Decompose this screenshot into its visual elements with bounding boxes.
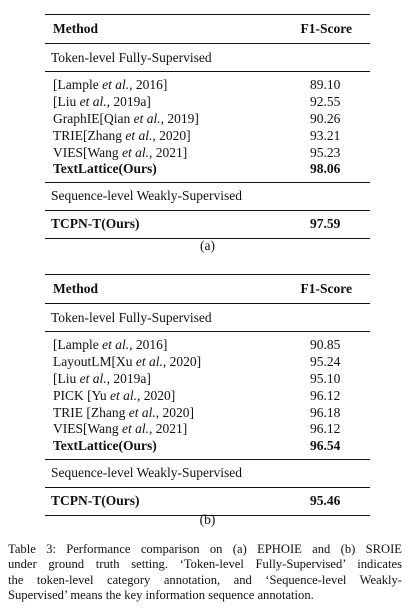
- caption-line: under ground truth setting. ‘Token-level Fully-Supervised’ indicates: [8, 557, 402, 572]
- table-header: [45, 15, 370, 43]
- method-cell: [Liu et al., 2019a]: [53, 370, 151, 386]
- header-method: Method: [53, 281, 98, 296]
- method-cell: TextLattice(Ours): [53, 438, 157, 454]
- table-row: [45, 77, 370, 94]
- method-cell: LayoutLM[Xu et al., 2020]: [53, 354, 202, 370]
- score-cell: 95.24: [310, 354, 341, 370]
- section-token-level: [45, 304, 370, 331]
- method-cell: TRIE [Zhang et al., 2020]: [53, 404, 194, 420]
- score-cell: 90.26: [310, 110, 341, 126]
- section-sequence-level: [45, 183, 370, 210]
- method-cell: PICK [Yu et al., 2020]: [53, 387, 176, 403]
- score-cell: 96.12: [310, 421, 341, 437]
- score-cell: 95.23: [310, 144, 341, 160]
- table-row: [45, 371, 370, 388]
- table-header: [45, 275, 370, 303]
- table-caption: [8, 542, 402, 603]
- caption-line: the token-level category annotation, and ‘Sequence-level Weakly-: [8, 572, 402, 587]
- table-row: [45, 144, 370, 161]
- header-score: F1-Score: [300, 281, 352, 296]
- method-cell: GraphIE[Qian et al., 2019]: [53, 110, 199, 126]
- table-b: [45, 274, 370, 516]
- score-cell: 92.55: [310, 94, 341, 110]
- final-row: [45, 211, 370, 238]
- score-cell: 95.46: [310, 493, 341, 509]
- method-cell: TRIE[Zhang et al., 2020]: [53, 127, 191, 143]
- caption-line: Supervised’ means the key information sequence annotation.: [8, 587, 314, 602]
- section-label: Sequence-level Weakly-Supervised: [51, 465, 242, 481]
- table-row: [45, 94, 370, 111]
- method-cell: VIES[Wang et al., 2021]: [53, 421, 188, 437]
- best-row: [45, 438, 370, 455]
- method-cell: VIES[Wang et al., 2021]: [53, 144, 188, 160]
- table-row: [45, 421, 370, 438]
- caption-line: Table 3: Performance comparison on (a) EPHOIE and (b) SROIE: [8, 542, 402, 556]
- table-row: [45, 127, 370, 144]
- score-cell: 98.06: [310, 161, 341, 177]
- table-row: [45, 387, 370, 404]
- score-cell: 97.59: [310, 216, 341, 232]
- score-cell: 90.85: [310, 337, 341, 353]
- table-row: [45, 337, 370, 354]
- table-row: [45, 111, 370, 128]
- table-row: [45, 404, 370, 421]
- section-sequence-level: [45, 460, 370, 487]
- section-label: Token-level Fully-Supervised: [51, 309, 212, 325]
- section-token-level: [45, 44, 370, 71]
- method-cell: [Lample et al., 2016]: [53, 337, 168, 353]
- method-cell: TCPN-T(Ours): [51, 493, 140, 509]
- method-cell: [Lample et al., 2016]: [53, 77, 168, 93]
- section-label: Sequence-level Weakly-Supervised: [51, 188, 242, 204]
- score-cell: 96.54: [310, 438, 341, 454]
- subtable-label-b: (b): [199, 512, 216, 527]
- table-row: [45, 354, 370, 371]
- score-cell: 93.21: [310, 127, 341, 143]
- section-label: Token-level Fully-Supervised: [51, 49, 212, 65]
- subtable-label-a: (a): [200, 238, 215, 253]
- header-method: Method: [53, 21, 98, 36]
- score-cell: 95.10: [310, 370, 341, 386]
- score-cell: 89.10: [310, 77, 341, 93]
- header-score: F1-Score: [300, 21, 352, 36]
- method-cell: TCPN-T(Ours): [51, 216, 140, 232]
- best-row: [45, 161, 370, 178]
- method-cell: [Liu et al., 2019a]: [53, 94, 151, 110]
- table-a: [45, 14, 370, 239]
- score-cell: 96.12: [310, 387, 341, 403]
- score-cell: 96.18: [310, 404, 341, 420]
- final-row: [45, 488, 370, 515]
- method-cell: TextLattice(Ours): [53, 161, 157, 177]
